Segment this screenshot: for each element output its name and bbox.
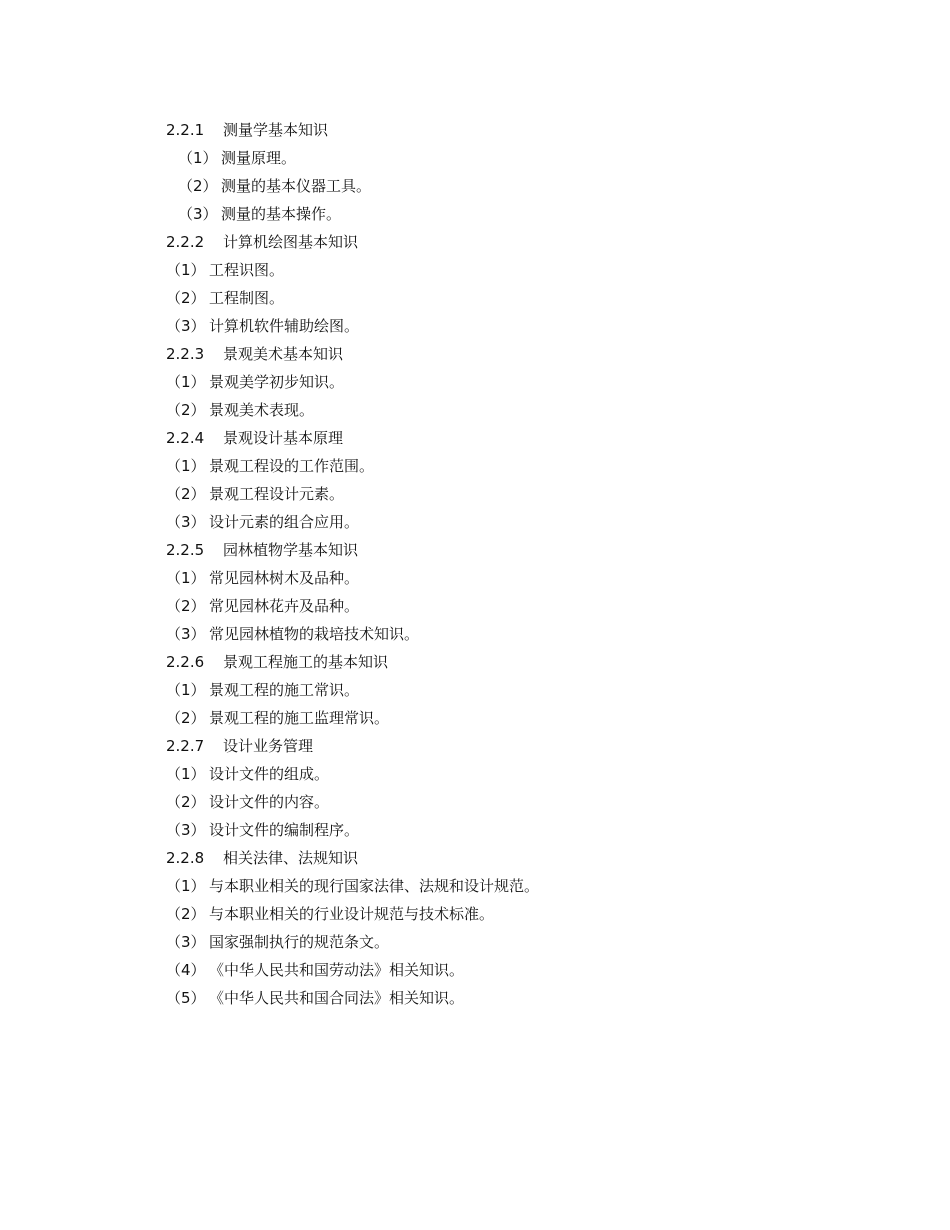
list-item-marker: （2） bbox=[178, 177, 218, 195]
list-item-text: 设计文件的编制程序。 bbox=[209, 821, 360, 839]
list-item-text: 与本职业相关的行业设计规范与技术标准。 bbox=[209, 905, 495, 923]
list-item bbox=[166, 284, 906, 312]
list-item-text: 工程制图。 bbox=[209, 289, 285, 307]
section-heading bbox=[166, 228, 906, 256]
list-item-text: 设计文件的内容。 bbox=[209, 793, 330, 811]
section-heading bbox=[166, 844, 906, 872]
list-item-text: 设计文件的组成。 bbox=[209, 765, 330, 783]
list-item bbox=[166, 956, 906, 984]
list-item-text: 常见园林植物的栽培技术知识。 bbox=[209, 625, 420, 643]
list-item-text: 景观工程的施工常识。 bbox=[209, 681, 360, 699]
section-heading bbox=[166, 536, 906, 564]
list-item-marker: （3） bbox=[166, 317, 206, 335]
list-item bbox=[166, 872, 906, 900]
list-item-text: 国家强制执行的规范条文。 bbox=[209, 933, 390, 951]
section-heading bbox=[166, 424, 906, 452]
list-item-marker: （3） bbox=[178, 205, 218, 223]
list-item-marker: （3） bbox=[166, 513, 206, 531]
section-title: 计算机绘图基本知识 bbox=[223, 233, 359, 251]
list-item-text: 工程识图。 bbox=[209, 261, 285, 279]
list-item-text: 景观工程的施工监理常识。 bbox=[209, 709, 390, 727]
list-item bbox=[166, 928, 906, 956]
list-item-marker: （1） bbox=[166, 877, 206, 895]
section-title: 园林植物学基本知识 bbox=[223, 541, 359, 559]
list-item bbox=[166, 312, 906, 340]
list-item bbox=[166, 144, 906, 172]
list-item bbox=[166, 508, 906, 536]
section-heading bbox=[166, 732, 906, 760]
list-item-text: 常见园林花卉及品种。 bbox=[209, 597, 360, 615]
list-item bbox=[166, 704, 906, 732]
section-title: 测量学基本知识 bbox=[223, 121, 329, 139]
section-heading bbox=[166, 340, 906, 368]
document-body bbox=[166, 116, 906, 1012]
list-item-marker: （2） bbox=[166, 793, 206, 811]
list-item-marker: （1） bbox=[166, 681, 206, 699]
list-item-marker: （3） bbox=[166, 625, 206, 643]
list-item-marker: （3） bbox=[166, 933, 206, 951]
section-heading bbox=[166, 116, 906, 144]
list-item-marker: （2） bbox=[166, 597, 206, 615]
list-item-marker: （2） bbox=[166, 905, 206, 923]
list-item bbox=[166, 396, 906, 424]
list-item bbox=[166, 564, 906, 592]
list-item-text: 景观工程设的工作范围。 bbox=[209, 457, 375, 475]
list-item bbox=[166, 200, 906, 228]
list-item-text: 景观美术表现。 bbox=[209, 401, 315, 419]
list-item-text: 《中华人民共和国合同法》相关知识。 bbox=[209, 989, 465, 1007]
list-item-text: 与本职业相关的现行国家法律、法规和设计规范。 bbox=[209, 877, 540, 895]
section-number: 2.2.3 bbox=[166, 345, 205, 363]
list-item-text: 景观工程设计元素。 bbox=[209, 485, 345, 503]
list-item-marker: （2） bbox=[166, 485, 206, 503]
list-item-marker: （1） bbox=[166, 569, 206, 587]
list-item-marker: （2） bbox=[166, 709, 206, 727]
section-heading bbox=[166, 648, 906, 676]
list-item-marker: （1） bbox=[166, 765, 206, 783]
list-item-text: 设计元素的组合应用。 bbox=[209, 513, 360, 531]
list-item-text: 景观美学初步知识。 bbox=[209, 373, 345, 391]
list-item bbox=[166, 368, 906, 396]
list-item-text: 测量的基本仪器工具。 bbox=[221, 177, 372, 195]
list-item bbox=[166, 984, 906, 1012]
list-item bbox=[166, 900, 906, 928]
list-item-text: 计算机软件辅助绘图。 bbox=[209, 317, 360, 335]
section-title: 景观工程施工的基本知识 bbox=[223, 653, 389, 671]
section-number: 2.2.4 bbox=[166, 429, 205, 447]
section-title: 相关法律、法规知识 bbox=[223, 849, 359, 867]
section-number: 2.2.6 bbox=[166, 653, 205, 671]
list-item bbox=[166, 480, 906, 508]
list-item-text: 《中华人民共和国劳动法》相关知识。 bbox=[209, 961, 465, 979]
section-title: 景观美术基本知识 bbox=[223, 345, 344, 363]
list-item bbox=[166, 256, 906, 284]
section-number: 2.2.7 bbox=[166, 737, 205, 755]
list-item bbox=[166, 452, 906, 480]
list-item bbox=[166, 816, 906, 844]
list-item-marker: （1） bbox=[166, 373, 206, 391]
list-item-marker: （4） bbox=[166, 961, 206, 979]
list-item-text: 测量原理。 bbox=[221, 149, 297, 167]
section-title: 景观设计基本原理 bbox=[223, 429, 344, 447]
section-number: 2.2.8 bbox=[166, 849, 205, 867]
list-item-marker: （5） bbox=[166, 989, 206, 1007]
list-item bbox=[166, 760, 906, 788]
list-item-marker: （1） bbox=[166, 457, 206, 475]
list-item-marker: （2） bbox=[166, 289, 206, 307]
section-title: 设计业务管理 bbox=[223, 737, 314, 755]
list-item bbox=[166, 172, 906, 200]
section-number: 2.2.2 bbox=[166, 233, 205, 251]
list-item-marker: （2） bbox=[166, 401, 206, 419]
section-number: 2.2.5 bbox=[166, 541, 205, 559]
list-item-marker: （1） bbox=[178, 149, 218, 167]
list-item-text: 测量的基本操作。 bbox=[221, 205, 342, 223]
list-item-marker: （1） bbox=[166, 261, 206, 279]
list-item-text: 常见园林树木及品种。 bbox=[209, 569, 360, 587]
list-item-marker: （3） bbox=[166, 821, 206, 839]
list-item bbox=[166, 620, 906, 648]
list-item bbox=[166, 592, 906, 620]
list-item bbox=[166, 788, 906, 816]
section-number: 2.2.1 bbox=[166, 121, 205, 139]
list-item bbox=[166, 676, 906, 704]
